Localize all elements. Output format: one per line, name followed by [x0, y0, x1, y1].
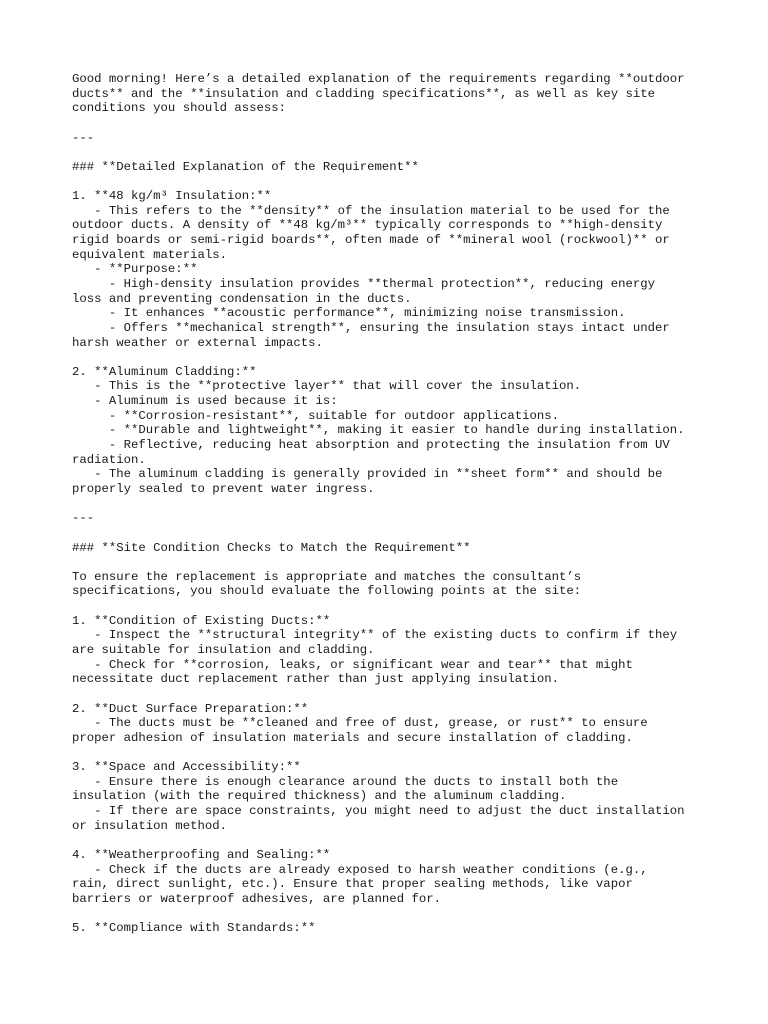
text-line: - Check if the ducts are already exposed to harsh weather conditions (e.g.,	[72, 862, 648, 877]
text-line	[72, 687, 712, 702]
text-line: barriers or waterproof adhesives, are planned for.	[72, 891, 441, 906]
text-line: 2. **Aluminum Cladding:**	[72, 364, 257, 379]
text-line: properly sealed to prevent water ingress.	[72, 481, 375, 496]
text-line	[72, 116, 712, 131]
text-line: 3. **Space and Accessibility:**	[72, 760, 301, 775]
text-line	[72, 907, 712, 922]
text-line: ---	[72, 130, 95, 145]
text-line: - This refers to the **density** of the insulation material to be used for the	[72, 203, 670, 218]
text-line: - This is the **protective layer** that will cover the insulation.	[72, 379, 582, 394]
document-body	[72, 72, 712, 936]
text-line: To ensure the replacement is appropriate and matches the consultant’s	[72, 569, 582, 584]
text-line: - Inspect the **structural integrity** of the existing ducts to confirm if they	[72, 628, 678, 643]
text-line: - **Corrosion-resistant**, suitable for outdoor applications.	[72, 408, 560, 423]
text-line: - Ensure there is enough clearance around the ducts to install both the	[72, 774, 619, 789]
text-line: equivalent materials.	[72, 247, 227, 262]
text-line: - Check for **corrosion, leaks, or significant wear and tear** that might	[72, 657, 633, 672]
text-line	[72, 145, 712, 160]
text-line: insulation (with the required thickness) and the aluminum cladding.	[72, 789, 567, 804]
text-line: rain, direct sunlight, etc.). Ensure that proper sealing methods, like vapor	[72, 877, 633, 892]
text-line: or insulation method.	[72, 818, 227, 833]
text-line: 4. **Weatherproofing and Sealing:**	[72, 847, 331, 862]
text-line: ### **Detailed Explanation of the Requirement**	[72, 159, 419, 174]
text-line: - It enhances **acoustic performance**, minimizing noise transmission.	[72, 306, 626, 321]
text-line: conditions you should assess:	[72, 101, 287, 116]
text-line: Good morning! Here’s a detailed explanation of the requirements regarding **outdoor	[72, 72, 685, 86]
text-line: - **Durable and lightweight**, making it easier to handle during installation.	[72, 423, 685, 438]
text-line: - The aluminum cladding is generally provided in **sheet form** and should be	[72, 467, 663, 482]
text-line	[72, 174, 712, 189]
text-line: - The ducts must be **cleaned and free of dust, grease, or rust** to ensure	[72, 716, 648, 731]
text-line: necessitate duct replacement rather than just applying insulation.	[72, 672, 560, 687]
text-line	[72, 526, 712, 541]
text-line	[72, 833, 712, 848]
text-line: - Reflective, reducing heat absorption and protecting the insulation from UV	[72, 438, 670, 453]
text-line	[72, 555, 712, 570]
text-line: - Offers **mechanical strength**, ensuring the insulation stays intact under	[72, 320, 670, 335]
text-line: loss and preventing condensation in the ducts.	[72, 291, 412, 306]
text-line: proper adhesion of insulation materials and secure installation of cladding.	[72, 730, 633, 745]
text-line: 2. **Duct Surface Preparation:**	[72, 701, 309, 716]
text-line: - Aluminum is used because it is:	[72, 394, 338, 409]
text-line: 5. **Compliance with Standards:**	[72, 921, 316, 936]
text-line: harsh weather or external impacts.	[72, 335, 323, 350]
text-line	[72, 745, 712, 760]
text-line: ### **Site Condition Checks to Match the Requirement**	[72, 540, 471, 555]
text-line: outdoor ducts. A density of **48 kg/m³** typically corresponds to **high-density	[72, 218, 663, 233]
text-line: 1. **48 kg/m³ Insulation:**	[72, 189, 272, 204]
text-line: rigid boards or semi-rigid boards**, often made of **mineral wool (rockwool)** or	[72, 233, 670, 248]
text-line: ducts** and the **insulation and cladding specifications**, as well as key site	[72, 86, 655, 101]
text-line: ---	[72, 511, 95, 526]
text-line: are suitable for insulation and cladding.	[72, 642, 375, 657]
text-line: specifications, you should evaluate the following points at the site:	[72, 584, 582, 599]
text-line: - High-density insulation provides **thermal protection**, reducing energy	[72, 276, 655, 291]
text-line: - If there are space constraints, you might need to adjust the duct installation	[72, 804, 685, 819]
text-line: radiation.	[72, 452, 146, 467]
text-line	[72, 497, 712, 512]
text-line: 1. **Condition of Existing Ducts:**	[72, 613, 331, 628]
text-line	[72, 350, 712, 365]
text-line	[72, 599, 712, 614]
text-line: - **Purpose:**	[72, 262, 198, 277]
